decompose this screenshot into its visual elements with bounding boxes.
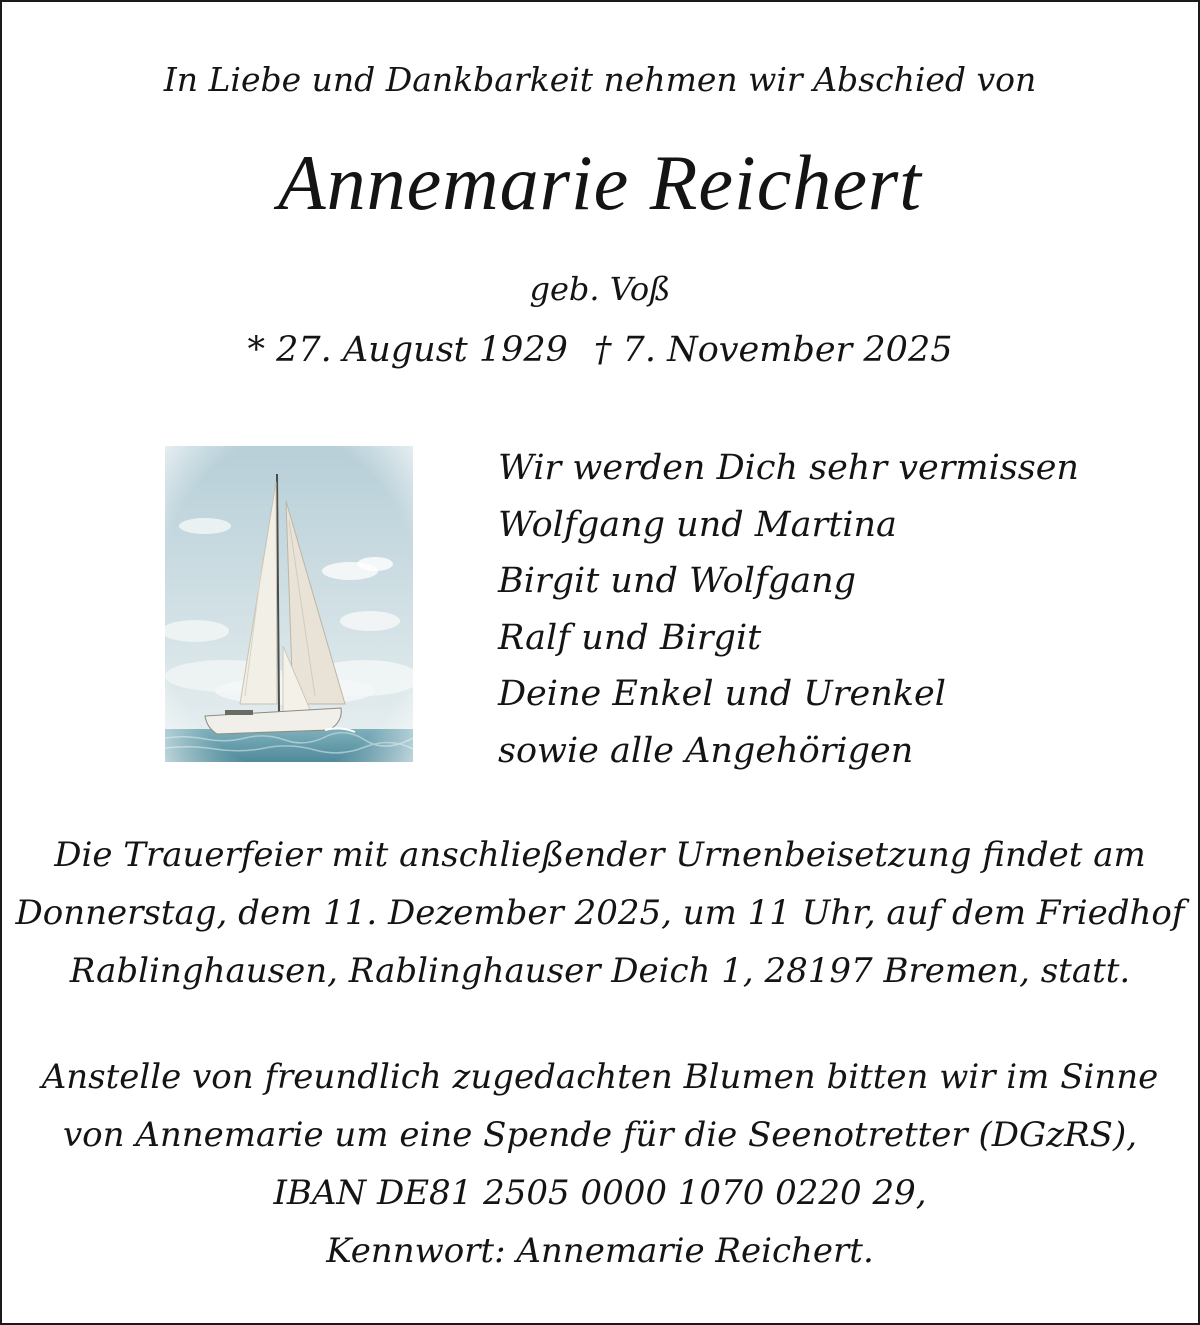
donation-paragraph bbox=[0, 1048, 1200, 1280]
intro-text: In Liebe und Dankbarkeit nehmen wir Abschied von bbox=[163, 60, 1037, 99]
deceased-name: Annemarie Reichert bbox=[278, 139, 922, 226]
death-date: † 7. November 2025 bbox=[593, 330, 953, 370]
donation-line: Anstelle von freundlich zugedachten Blumen bitten wir im Sinne bbox=[41, 1057, 1159, 1097]
donation-line: von Annemarie um eine Spende für die Seenotretter (DGzRS), bbox=[62, 1115, 1138, 1155]
mourners-list bbox=[498, 440, 1079, 779]
ceremony-paragraph bbox=[0, 826, 1200, 1000]
life-dates bbox=[0, 330, 1200, 370]
ceremony-line: Donnerstag, dem 11. Dezember 2025, um 11 Uhr, auf dem Friedhof bbox=[15, 893, 1185, 933]
birth-date: * 27. August 1929 bbox=[247, 330, 568, 370]
mourner-line: Birgit und Wolfgang bbox=[498, 561, 857, 601]
mourner-line: sowie alle Angehörigen bbox=[498, 730, 914, 771]
ceremony-line: Rablinghausen, Rablinghauser Deich 1, 28197 Bremen, statt. bbox=[69, 951, 1131, 991]
sailboat-icon bbox=[165, 446, 413, 762]
mourner-line: Deine Enkel und Urenkel bbox=[498, 674, 946, 714]
keyword-line: Kennwort: Annemarie Reichert. bbox=[326, 1231, 874, 1271]
iban-line: IBAN DE81 2505 0000 1070 0220 29, bbox=[273, 1173, 927, 1213]
mourner-line: Wir werden Dich sehr vermissen bbox=[498, 448, 1079, 488]
mourner-line: Ralf und Birgit bbox=[498, 617, 762, 658]
maiden-name: geb. Voß bbox=[529, 270, 671, 308]
ceremony-line: Die Trauerfeier mit anschließender Urnenbeisetzung findet am bbox=[54, 835, 1146, 875]
mourner-line: Wolfgang und Martina bbox=[498, 504, 897, 545]
